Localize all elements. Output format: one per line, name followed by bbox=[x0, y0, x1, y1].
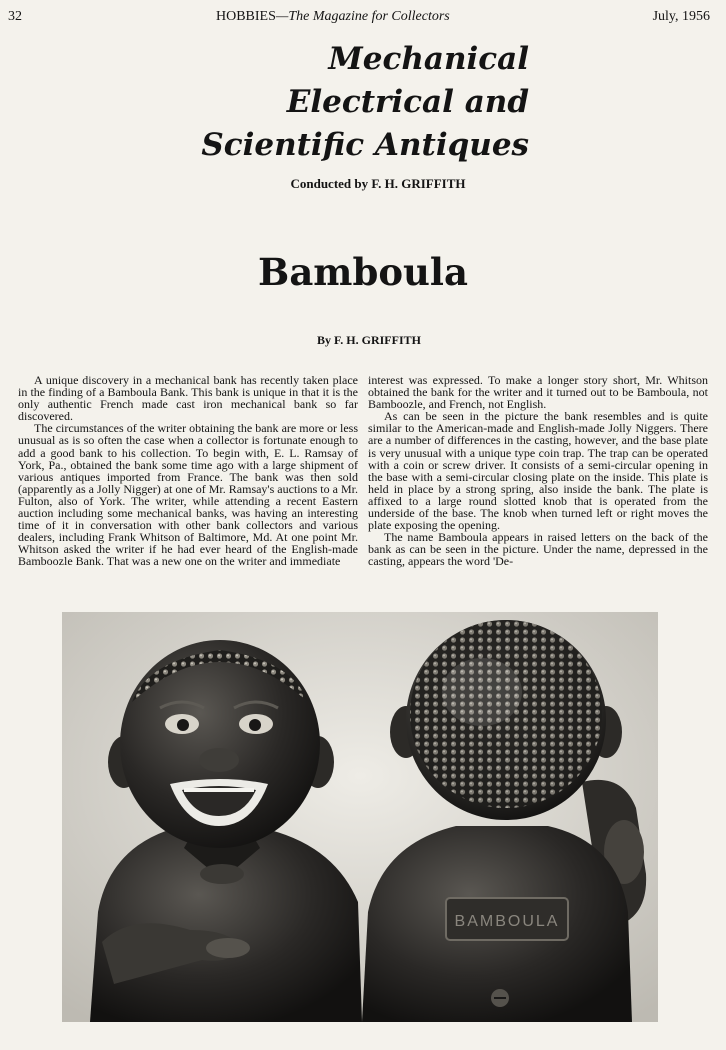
page-number: 32 bbox=[8, 9, 22, 24]
magazine-name: HOBBIES bbox=[216, 9, 276, 24]
conducted-by: Conducted by F. H. GRIFFITH bbox=[290, 176, 466, 191]
paragraph: interest was expressed. To make a longer story short, Mr. Whitson obtained the bank for the writer and it turned out to be Bamboula, not Bamboozle, and French, not English. bbox=[368, 373, 708, 412]
article-column-left bbox=[18, 374, 358, 568]
article-title: Bamboula bbox=[258, 250, 468, 294]
section-title-line-3: Scientific Antiques bbox=[201, 127, 529, 163]
paragraph: The circumstances of the writer obtaining the bank are more or less unusual as is so often the case when a collector is fortunate enough to add a good bank to his collection. To begin with, E. L. Ramsay of York, Pa., obtained the bank some time ago with a large shipment of various antiques imported from France. The bank was then sold (apparently as a Jolly Nigger) at one of Mr. Ramsay's auctions to a Mr. Fulton, also of York. The writer, while attending a recent Eastern auction including some mechanical banks, was having an interesting time of it in conversation with other bank collectors and various dealers, including Frank Whitson of Baltimore, Md. At one point Mr. Whitson asked the writer if he had ever heard of the English-made Bamboozle Bank. That was a new one on the writer and immediate bbox=[18, 421, 358, 569]
magazine-tagline: —The Magazine for Collectors bbox=[275, 9, 450, 24]
paragraph: A unique discovery in a mechanical bank has recently taken place in the finding of a Bamboula Bank. This bank is unique in that it is the only authentic French made cast iron mechanical bank so far discovered. bbox=[18, 373, 358, 424]
paragraph: As can be seen in the picture the bank resembles and is quite similar to the American-made and English-made Jolly Niggers. There are a number of differences in the casting, however, and the base plate is very unusual with a unique type coin trap. The trap can be operated with a coin or screw driver. It consists of a semi-circular opening in the base with a semi-circular closing plate on the inside. This plate is held in place by a strong spring, also inside the bank. The plate is affixed to a large round slotted knob that is operated from the underside of the base. The knob when turned left or right moves the plate exposing the opening. bbox=[368, 409, 708, 533]
paragraph: The name Bamboula appears in raised letters on the back of the bank as can be seen in the picture. Under the name, depressed in the casting, appears the word 'De- bbox=[368, 530, 708, 569]
page-header bbox=[8, 9, 710, 27]
section-title-line-1: Mechanical bbox=[328, 41, 529, 77]
article-byline: By F. H. GRIFFITH bbox=[317, 333, 421, 347]
section-title bbox=[201, 38, 529, 167]
article-column-right bbox=[368, 374, 708, 568]
section-title-line-2: Electrical and bbox=[286, 84, 529, 120]
issue-date: July, 1956 bbox=[652, 9, 710, 24]
bank-name-plate: BAMBOULA bbox=[454, 913, 560, 930]
magazine-title bbox=[216, 9, 450, 25]
bank-photograph bbox=[62, 612, 658, 1022]
